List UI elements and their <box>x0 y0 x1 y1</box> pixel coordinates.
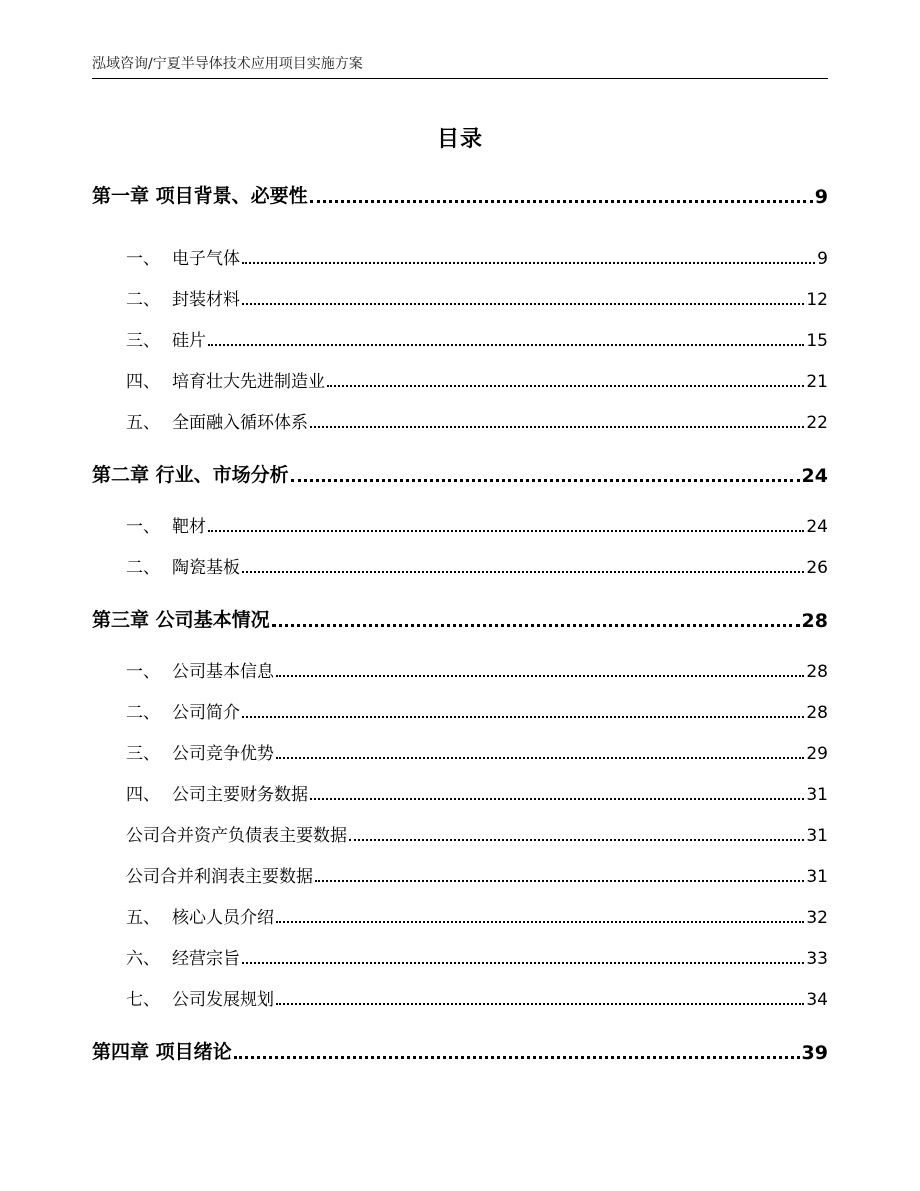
toc-entry-label: 公司简介 <box>172 703 240 723</box>
toc-entry-page: 24 <box>801 465 828 487</box>
dot-leader <box>276 757 804 759</box>
toc-entry-section[interactable] <box>92 546 828 578</box>
toc-entry-label: 封装材料 <box>172 290 240 310</box>
toc-entry-label: 电子气体 <box>172 249 240 269</box>
toc-entry-page: 31 <box>806 826 828 846</box>
toc-entry-label: 公司合并利润表主要数据 <box>126 867 313 887</box>
dot-leader <box>310 200 813 203</box>
toc-title: 目录 <box>436 127 483 152</box>
toc-entry-chapter-3[interactable] <box>92 600 828 632</box>
toc-entry-label: 核心人员介绍 <box>172 908 274 928</box>
dot-leader <box>234 1056 800 1059</box>
section-number: 四、 <box>126 372 160 392</box>
toc-entry-section[interactable] <box>92 896 828 928</box>
toc-entry-page: 31 <box>806 867 828 887</box>
toc-entry-page: 33 <box>806 949 828 969</box>
toc-entry-label: 靶材 <box>172 517 206 537</box>
section-number: 四、 <box>126 785 160 805</box>
toc-entry-section[interactable] <box>92 237 828 269</box>
section-number: 五、 <box>126 413 160 433</box>
toc-entry-chapter-4[interactable] <box>92 1032 828 1064</box>
toc-entry-section[interactable] <box>92 401 828 433</box>
toc-entry-page: 26 <box>806 558 828 578</box>
toc-entry-label: 全面融入循环体系 <box>172 413 308 433</box>
dot-leader <box>276 921 804 923</box>
toc-entry-page: 28 <box>806 662 828 682</box>
section-number: 五、 <box>126 908 160 928</box>
toc-entry-label: 公司基本信息 <box>172 662 274 682</box>
section-number: 二、 <box>126 290 160 310</box>
toc-entry-label: 硅片 <box>172 331 206 351</box>
dot-leader <box>242 303 804 305</box>
toc-entry-section[interactable] <box>92 278 828 310</box>
dot-leader <box>272 624 800 627</box>
page-header: 泓域咨询/宁夏半导体技术应用项目实施方案 <box>92 56 363 72</box>
header-divider <box>92 78 828 79</box>
toc-entry-page: 22 <box>806 413 828 433</box>
toc-entry-page: 32 <box>806 908 828 928</box>
toc-entry-section[interactable] <box>92 650 828 682</box>
dot-leader <box>291 479 800 482</box>
dot-leader <box>310 426 804 428</box>
toc-entry-section[interactable] <box>92 937 828 969</box>
section-number: 二、 <box>126 558 160 578</box>
toc-entry-subsection[interactable] <box>92 814 828 846</box>
toc-entry-label: 第四章 项目绪论 <box>92 1041 232 1063</box>
dot-leader <box>208 530 804 532</box>
toc-entry-label: 公司发展规划 <box>172 990 274 1010</box>
section-number: 一、 <box>126 517 160 537</box>
section-number: 一、 <box>126 249 160 269</box>
dot-leader <box>242 571 804 573</box>
dot-leader <box>276 675 804 677</box>
toc-entry-label: 公司主要财务数据 <box>172 785 308 805</box>
dot-leader <box>310 798 804 800</box>
toc-entry-page: 31 <box>806 785 828 805</box>
toc-entry-section[interactable] <box>92 691 828 723</box>
toc-entry-label: 第三章 公司基本情况 <box>92 609 270 631</box>
toc-entry-section[interactable] <box>92 360 828 392</box>
section-number: 二、 <box>126 703 160 723</box>
toc-entry-label: 第二章 行业、市场分析 <box>92 464 289 486</box>
toc-entry-label: 第一章 项目背景、必要性 <box>92 185 308 207</box>
dot-leader <box>242 262 815 264</box>
toc-entry-page: 12 <box>806 290 828 310</box>
toc-entry-page: 28 <box>806 703 828 723</box>
toc-entry-section[interactable] <box>92 978 828 1010</box>
toc-entry-label: 公司竞争优势 <box>172 744 274 764</box>
toc-entry-section[interactable] <box>92 319 828 351</box>
toc-entry-chapter-1[interactable] <box>92 176 828 208</box>
dot-leader <box>242 716 804 718</box>
toc-entry-label: 陶瓷基板 <box>172 558 240 578</box>
toc-entry-label: 经营宗旨 <box>172 949 240 969</box>
dot-leader <box>276 1003 804 1005</box>
toc-entry-subsection[interactable] <box>92 855 828 887</box>
toc-entry-page: 21 <box>806 372 828 392</box>
section-number: 七、 <box>126 990 160 1010</box>
dot-leader <box>327 385 804 387</box>
section-number: 六、 <box>126 949 160 969</box>
toc-entry-chapter-2[interactable] <box>92 455 828 487</box>
dot-leader <box>242 962 804 964</box>
toc-entry-page: 34 <box>806 990 828 1010</box>
toc-entry-page: 9 <box>814 186 828 208</box>
toc-entry-label: 公司合并资产负债表主要数据 <box>126 826 347 846</box>
dot-leader <box>208 344 804 346</box>
toc-entry-page: 15 <box>806 331 828 351</box>
dot-leader <box>349 839 804 841</box>
toc-entry-section[interactable] <box>92 773 828 805</box>
toc-entry-page: 9 <box>817 249 828 269</box>
toc-entry-page: 28 <box>801 610 828 632</box>
toc-entry-section[interactable] <box>92 505 828 537</box>
section-number: 一、 <box>126 662 160 682</box>
toc-entry-section[interactable] <box>92 732 828 764</box>
toc-entry-page: 24 <box>806 517 828 537</box>
toc-entry-page: 39 <box>801 1042 828 1064</box>
toc-entry-label: 培育壮大先进制造业 <box>172 372 325 392</box>
dot-leader <box>315 880 804 882</box>
toc-entry-page: 29 <box>806 744 828 764</box>
section-number: 三、 <box>126 744 160 764</box>
section-number: 三、 <box>126 331 160 351</box>
